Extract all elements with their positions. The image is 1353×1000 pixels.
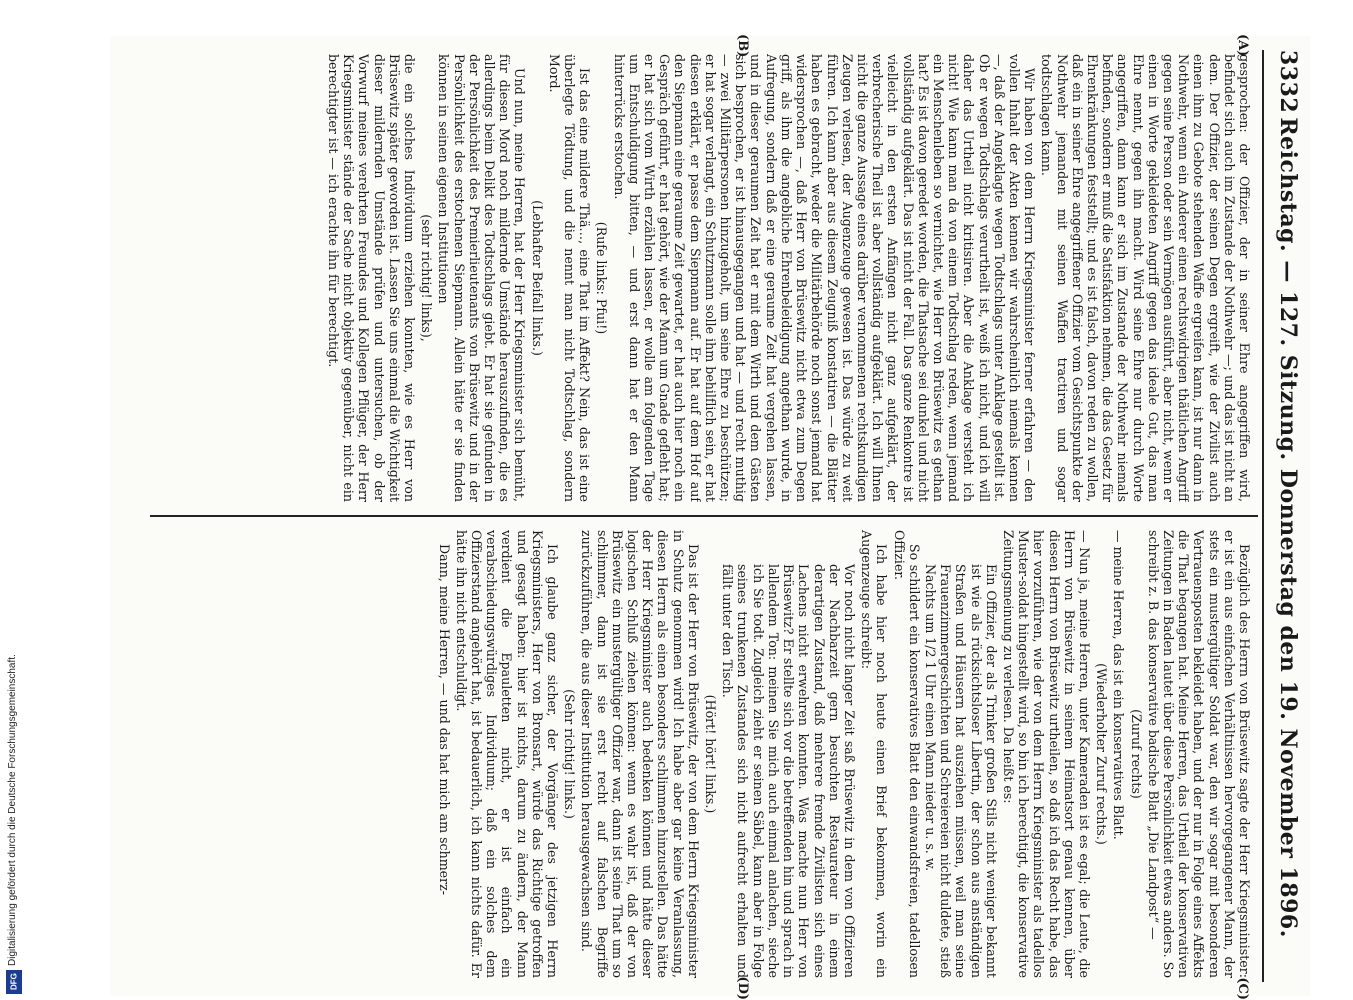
footer-text: Digitalisierung gefördert durch die Deutsche Forschungsgemeinschaft.	[7, 654, 18, 966]
paragraph: Dann, meine Herren, — und das hat mich am schmerz-	[436, 544, 452, 895]
interjection: (Sehr richtig! links.)	[562, 689, 578, 819]
page-number: 3332	[1275, 50, 1301, 114]
quotation: Ein Offizier, der als Trinker großen Stils nicht weniger bekannt ist wie als rücksichtsloser Libertin, der schon aus anständigen Straßen und Häusern hat ausziehen müssen, weil man seine Frauenzimmergeschichten und Schreiereien nicht duldete, stieß Nachts um 1/2 1 Uhr einen Mann nieder u. s. w.	[922, 564, 999, 978]
paragraph: Bezüglich des Herrn von Brüsewitz sagte der Herr Kriegsminister: er ist ein aus einfachen Verhältnissen hervorgegangener Mann, der stets ein mustergültiger Soldat war, den wir sogar mit besonderen Vertrauensposten bekleidet haben, und der nur in Folge eines Affekts die That begangen hat. Meine Herren, das Urtheil der konservativen Zeitungen in Baden lautet über diese Persönlichkeit etwas anders. So schreibt z. B. das konservative badische Blatt „Die Landpost“ —	[1145, 530, 1252, 978]
interjection: (Wiederholter Zuruf rechts.)	[1094, 663, 1110, 845]
column-divider	[150, 515, 1258, 517]
marker-b: (B)	[735, 34, 750, 58]
paragraph: Das ist der Herr von Brüsewitz, der von dem Herrn Kriegsminister in Schutz genommen wird! Ich habe aber gar keine Veranlassung, diesen Herrn als einen besonders schlimmen hinzustellen. Das hätte der Herr Kriegsminister auch bedenken können und hätte dieser logischen Schluß ziehen können: wenn es wahr ist, daß der von Brüsewitz ein mustergültiger Offizier war, dann ist seine That um so schlimmer, dann ist sie erst recht auf falschen Begriffe zurückzuführen, die aus dieser Institution herausgewachsen sind.	[579, 530, 701, 978]
left-column	[150, 54, 1252, 502]
interjection: (sehr richtig! links),	[419, 214, 435, 342]
right-column	[150, 530, 1252, 978]
marker-a: (A)	[1235, 34, 1250, 57]
interjection: (Zuruf rechts)	[1128, 709, 1144, 799]
marker-d: (D)	[735, 976, 750, 1000]
paragraph: Ich habe hier noch heute einen Brief bekommen, worin ein Augenzeuge schreibt:	[859, 530, 890, 978]
paragraph: — meine Herren, das ist ein konservatives Blatt.	[1111, 530, 1127, 840]
interjection: (Rufe links: Pfui!)	[594, 221, 610, 335]
paragraph: — Nun ja, meine Herren, unter Kameraden ist es egal; die Leute, die Herrn von Brüsewitz in seinem Heimatsort genau kennen, über diesen Herrn von Brüsewitz urtheilen, so daß ich das Recht habe, das hier vorzuführen, wie der von dem Herrn Kriegsminister als tadellos Muster-soldat hingestellt wird, so bin ich berechtigt, die konservative Zeitungsmeinung zu verlesen. Da heißt es:	[1000, 530, 1092, 978]
dfg-logo: DFG	[6, 970, 22, 994]
paragraph: Und nun, meine Herren, hat der Herr Kriegsminister sich bemüht, für diesen Mord noch mildernde Umstände herauszufinden, die es allerdings beim Delikt des Todtschlags giebt. Er hat sie gefunden in der Persönlichkeit des Premierlieutenants von Brüsewitz und in der Persönlichkeit des erstochenen Siepmann. Allein hätte er sie finden können in seinen eigenen Institutionen	[436, 54, 528, 502]
paragraph: gesprochen: der Offizier, der in seiner Ehre angegriffen wird, befindet sich auch im Zustande der Nothwehr —; und das ist nicht an dem. Der Offizier, der seinen Degen ergreift, wie der Zivilist auch einen ihm zu Gebote stehenden Waffe ergreifen kann, ist nur dann in Nothwehr, wenn ein Anderer einen rechtswidrigen thätlichen Angriff gegen seine Person oder sein Vermögen ausführt, aber nicht, wenn er einen in Worte gekleideten Angriff gegen das ideale Gut, das man Ehre nennt, gegen ihn macht. Wird seine Ehre nur durch Worte angegriffen, dann kann er sich im Zustande der Nothwehr niemals befinden, sondern er muß die Satisfaktion nehmen, die das Gesetz für Ehrenkränkungen feststellt; und es ist falsch, davon reden zu wollen, daß ein in seiner Ehre angegriffener Offizier vom Gesichtspunkte der Nothwehr jemanden mit seinen Waffen tractiren und sogar todtschlagen kann.	[1039, 54, 1252, 502]
quotation: Vor noch nicht langer Zeit saß Brüsewitz in dem von Offizieren der Nachbarzeit gern besuchten Restaurateur in einem derartigen Zustand, daß mehrere fremde Zivilisten sich eines Lachens nicht erwehren konnten. Was machte nun Herr von Brüsewitz? Er stellte sich vor die betreffenden hin und sprach in lallendem Ton: meinen Sie mich auch einmal anlachen, sieche ich Sie todt. Zugleich zieht er seinen Säbel, kann aber in Folge seines trunkenen Zustandes sich nicht aufrecht erhalten und fällt unter den Tisch.	[720, 564, 857, 978]
marker-c: (C)	[1235, 977, 1250, 1000]
interjection: (Lebhafter Beifall links.)	[529, 200, 545, 356]
paragraph: So schildert ein konservatives Blatt den einwandsfreien, tadellosen Offizier.	[891, 530, 922, 978]
newspaper-page	[110, 34, 1310, 1000]
page-title: Reichstag. — 127. Sitzung. Donnerstag den 19. November 1896.	[1275, 117, 1301, 938]
page-header	[1266, 50, 1310, 982]
paragraph: Ich glaube ganz sicher, der Vorgänger des jetzigen Herrn Kriegsministers, Herr von Bronsart, würde das Richtige getroffen und gesagt haben: hier ist nichts, darum zu ändern, der Mann verdient die Epauletten nicht, er ist einfach ein verabschiedungswürdiges Individuum; daß ein solches dem Offizierstand angehört hat, ist bedauerlich, ich kann nichts dafür. Er hätte ihn nicht entschuldigt.	[453, 530, 561, 978]
footer-credit	[4, 606, 28, 996]
paragraph: Wir haben von dem Herrn Kriegsminister ferner erfahren — den vollen Inhalt der Akten kennen wir wahrscheinlich niemals kennen —, daß der Angeklagte wegen Todtschlags unter Anklage gestellt ist. Ob er wegen Todtschlags verurtheilt ist, weiß ich nicht, und ich will daher das Urtheil nicht kritisiren. Aber die Anklage versteht ich nicht! Wie kann man da von einem Todtschlag reden, wenn jemand ein Menschenleben so vernichtet, wie Herr von Brüsewitz es gethan hat? Es ist davon geredet worden, die Thatsache sei dunkel und nicht vollständig aufgeklärt. Das ist nicht der Fall. Das ganze Renkontre ist vielleicht in den ersten Anfängen nicht ganz aufgeklärt, der verbrecherische Theil ist aber vollständig aufgeklärt. Ich will Ihnen nicht die ganze Aussage eines darüber vernommenen rechtskundigen Zeugen verlesen, der Augenzeuge gewesen ist. Das würde zu weit führen. Ich kann aber aus diesem Zeugniß konstatiren — die Blätter haben es gebracht, weder die Militärbehörde noch sonst jemand hat widersprochen —, daß Herr von Brüsewitz nicht etwa zum Degen griff, als ihm die angebliche Ehrenbeleidigung angethan wurde, in Aufregung, sondern daß er eine geraume Zeit hat vergehen lassen, und in dieser geraumen Zeit hat er mit dem Wirth und dem Gästen sich besprochen, er ist hinausgegangen und hat — und recht muthig — zwei Militärpersonen hinzugeholt, um seine Ehre zu beschützen; er hat sogar verlangt, ein Schutzmann solle ihm behilflich sein, er hat diesen erklärt, er passe dem Siepmann auf. Er hat auf dem Hof auf den Siepmann eine geraume Zeit gewartet, er hat auch hier noch ein Gespräch geführt, er hat gehört, wie der Mann um Gnade gefleht hat; er hat sich vom Wirth erzählen lassen, er wolle am folgenden Tage um Entschuldigung bitten, — und erst dann hat er den Mann hinterrücks erstochen.	[611, 54, 1038, 502]
paragraph: Ist das eine mildere Thä…, eine That im Affekt? Nein, das ist eine überlegte Tödtung, und die nennt man nicht Todtschlag, sondern Mord.	[546, 54, 593, 502]
header-rule	[1262, 50, 1264, 982]
interjection: (Hört! hört! links.)	[703, 694, 719, 814]
paragraph: die ein solches Individuum erziehen konnten, wie es Herr von Brüsewitz später geworden ist. Lassen Sie uns einmal die Wichtigkeit dieser mildernden Umstände prüfen und untersuchen, ob der Vorwurf meines verehrten Freundes und Kollegen Pflüger, der Herr Kriegsminister stände der Sache nicht objektiv gegenüber, nicht ein berechtigter ist — ich erachte ihn für berechtigt.	[326, 54, 418, 502]
